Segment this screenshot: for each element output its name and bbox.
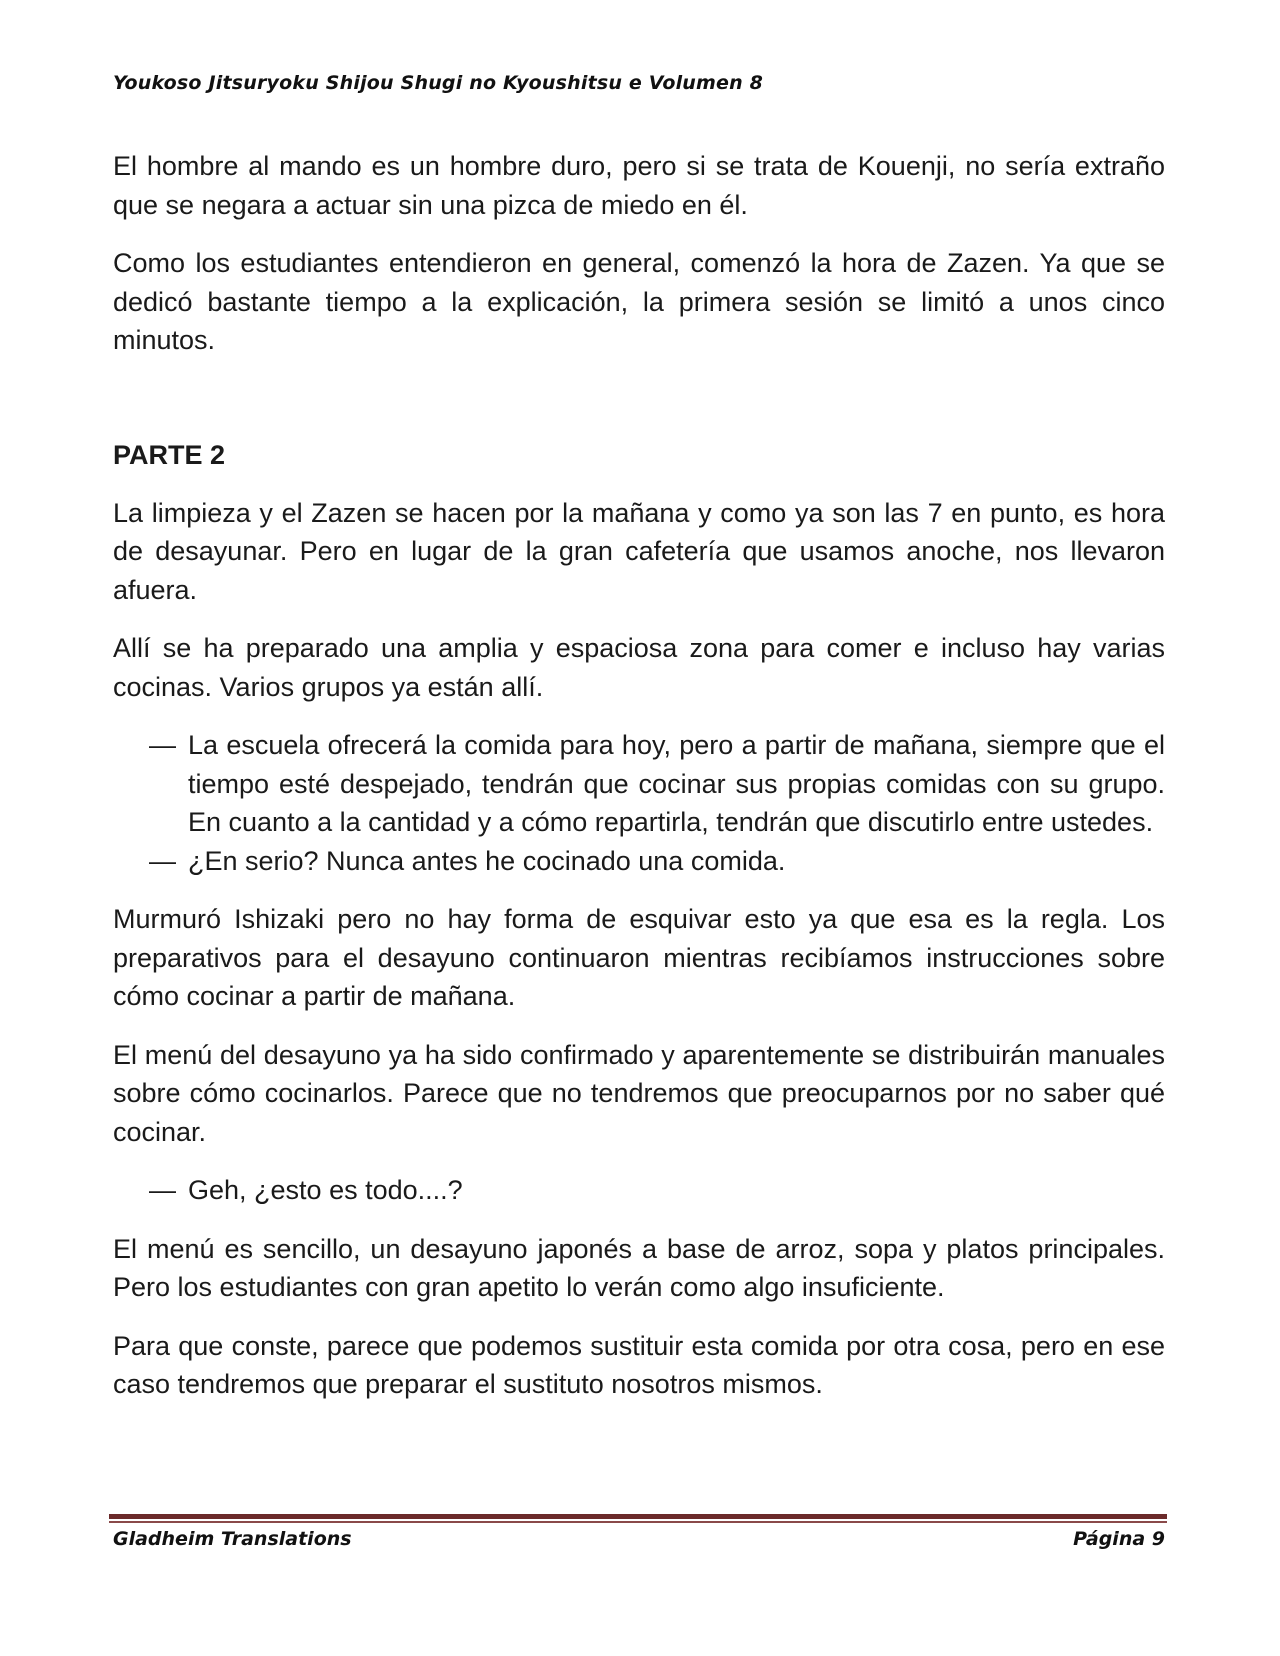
paragraph-6: El menú del desayuno ya ha sido confirmado y aparentemente se distribuirán manuales sobre cómo cocinarlos. Parece que no tendremos que preocuparnos por no saber qué cocinar. <box>113 1039 1165 1147</box>
paragraph-3: La limpieza y el Zazen se hacen por la mañana y como ya son las 7 en punto, es hora de desayunar. Pero en lugar de la gran cafetería que usamos anoche, nos llevaron afuera. <box>113 497 1165 605</box>
section-heading: PARTE 2 <box>113 439 226 470</box>
dialogue-line-2 <box>113 842 1165 881</box>
dialogue-group-1 <box>113 726 1165 880</box>
footer-divider-thin <box>109 1521 1167 1523</box>
dialogue-group-2 <box>113 1171 1165 1210</box>
dialogue-text-1: La escuela ofrecerá la comida para hoy, pero a partir de mañana, siempre que el tiempo esté despejado, tendrán que cocinar sus propias comidas con su grupo. En cuanto a la cantidad y a cómo repartirla, tendrán que discutirlo entre ustedes. <box>188 730 1165 837</box>
dialogue-text-3: Geh, ¿esto es todo....? <box>188 1175 463 1205</box>
page-header-title: Youkoso Jitsuryoku Shijou Shugi no Kyoushitsu e Volumen 8 <box>113 72 764 94</box>
dialogue-line-3 <box>113 1171 1165 1210</box>
dialogue-dash: — <box>149 1175 176 1205</box>
footer-divider-thick <box>109 1514 1167 1519</box>
paragraph-2: Como los estudiantes entendieron en general, comenzó la hora de Zazen. Ya que se dedicó bastante tiempo a la explicación, la primera sesión se limitó a unos cinco minutos. <box>113 248 1165 355</box>
dialogue-dash: — <box>149 845 176 876</box>
dialogue-dash: — <box>149 730 176 760</box>
footer-credit: Gladheim Translations <box>113 1528 352 1550</box>
paragraph-7: El menú es sencillo, un desayuno japonés a base de arroz, sopa y platos principales. Pero los estudiantes con gran apetito lo verán como algo insuficiente. <box>113 1233 1165 1302</box>
paragraph-1: El hombre al mando es un hombre duro, pero si se trata de Kouenji, no sería extraño que se negara a actuar sin una pizca de miedo en él. <box>113 151 1165 220</box>
paragraph-5: Murmuró Ishizaki pero no hay forma de esquivar esto ya que esa es la regla. Los preparativos para el desayuno continuaron mientras recibíamos instrucciones sobre cómo cocinar a partir de mañana. <box>113 904 1165 1011</box>
page-content <box>113 147 1165 1424</box>
dialogue-line-1 <box>113 726 1165 842</box>
page-number: Página 9 <box>1073 1528 1165 1550</box>
dialogue-text-2: ¿En serio? Nunca antes he cocinado una comida. <box>188 845 786 876</box>
paragraph-4: Allí se ha preparado una amplia y espaciosa zona para comer e incluso hay varias cocinas. Varios grupos ya están allí. <box>113 633 1165 702</box>
paragraph-8: Para que conste, parece que podemos sustituir esta comida por otra cosa, pero en ese caso tendremos que preparar el sustituto nosotros mismos. <box>113 1330 1165 1399</box>
